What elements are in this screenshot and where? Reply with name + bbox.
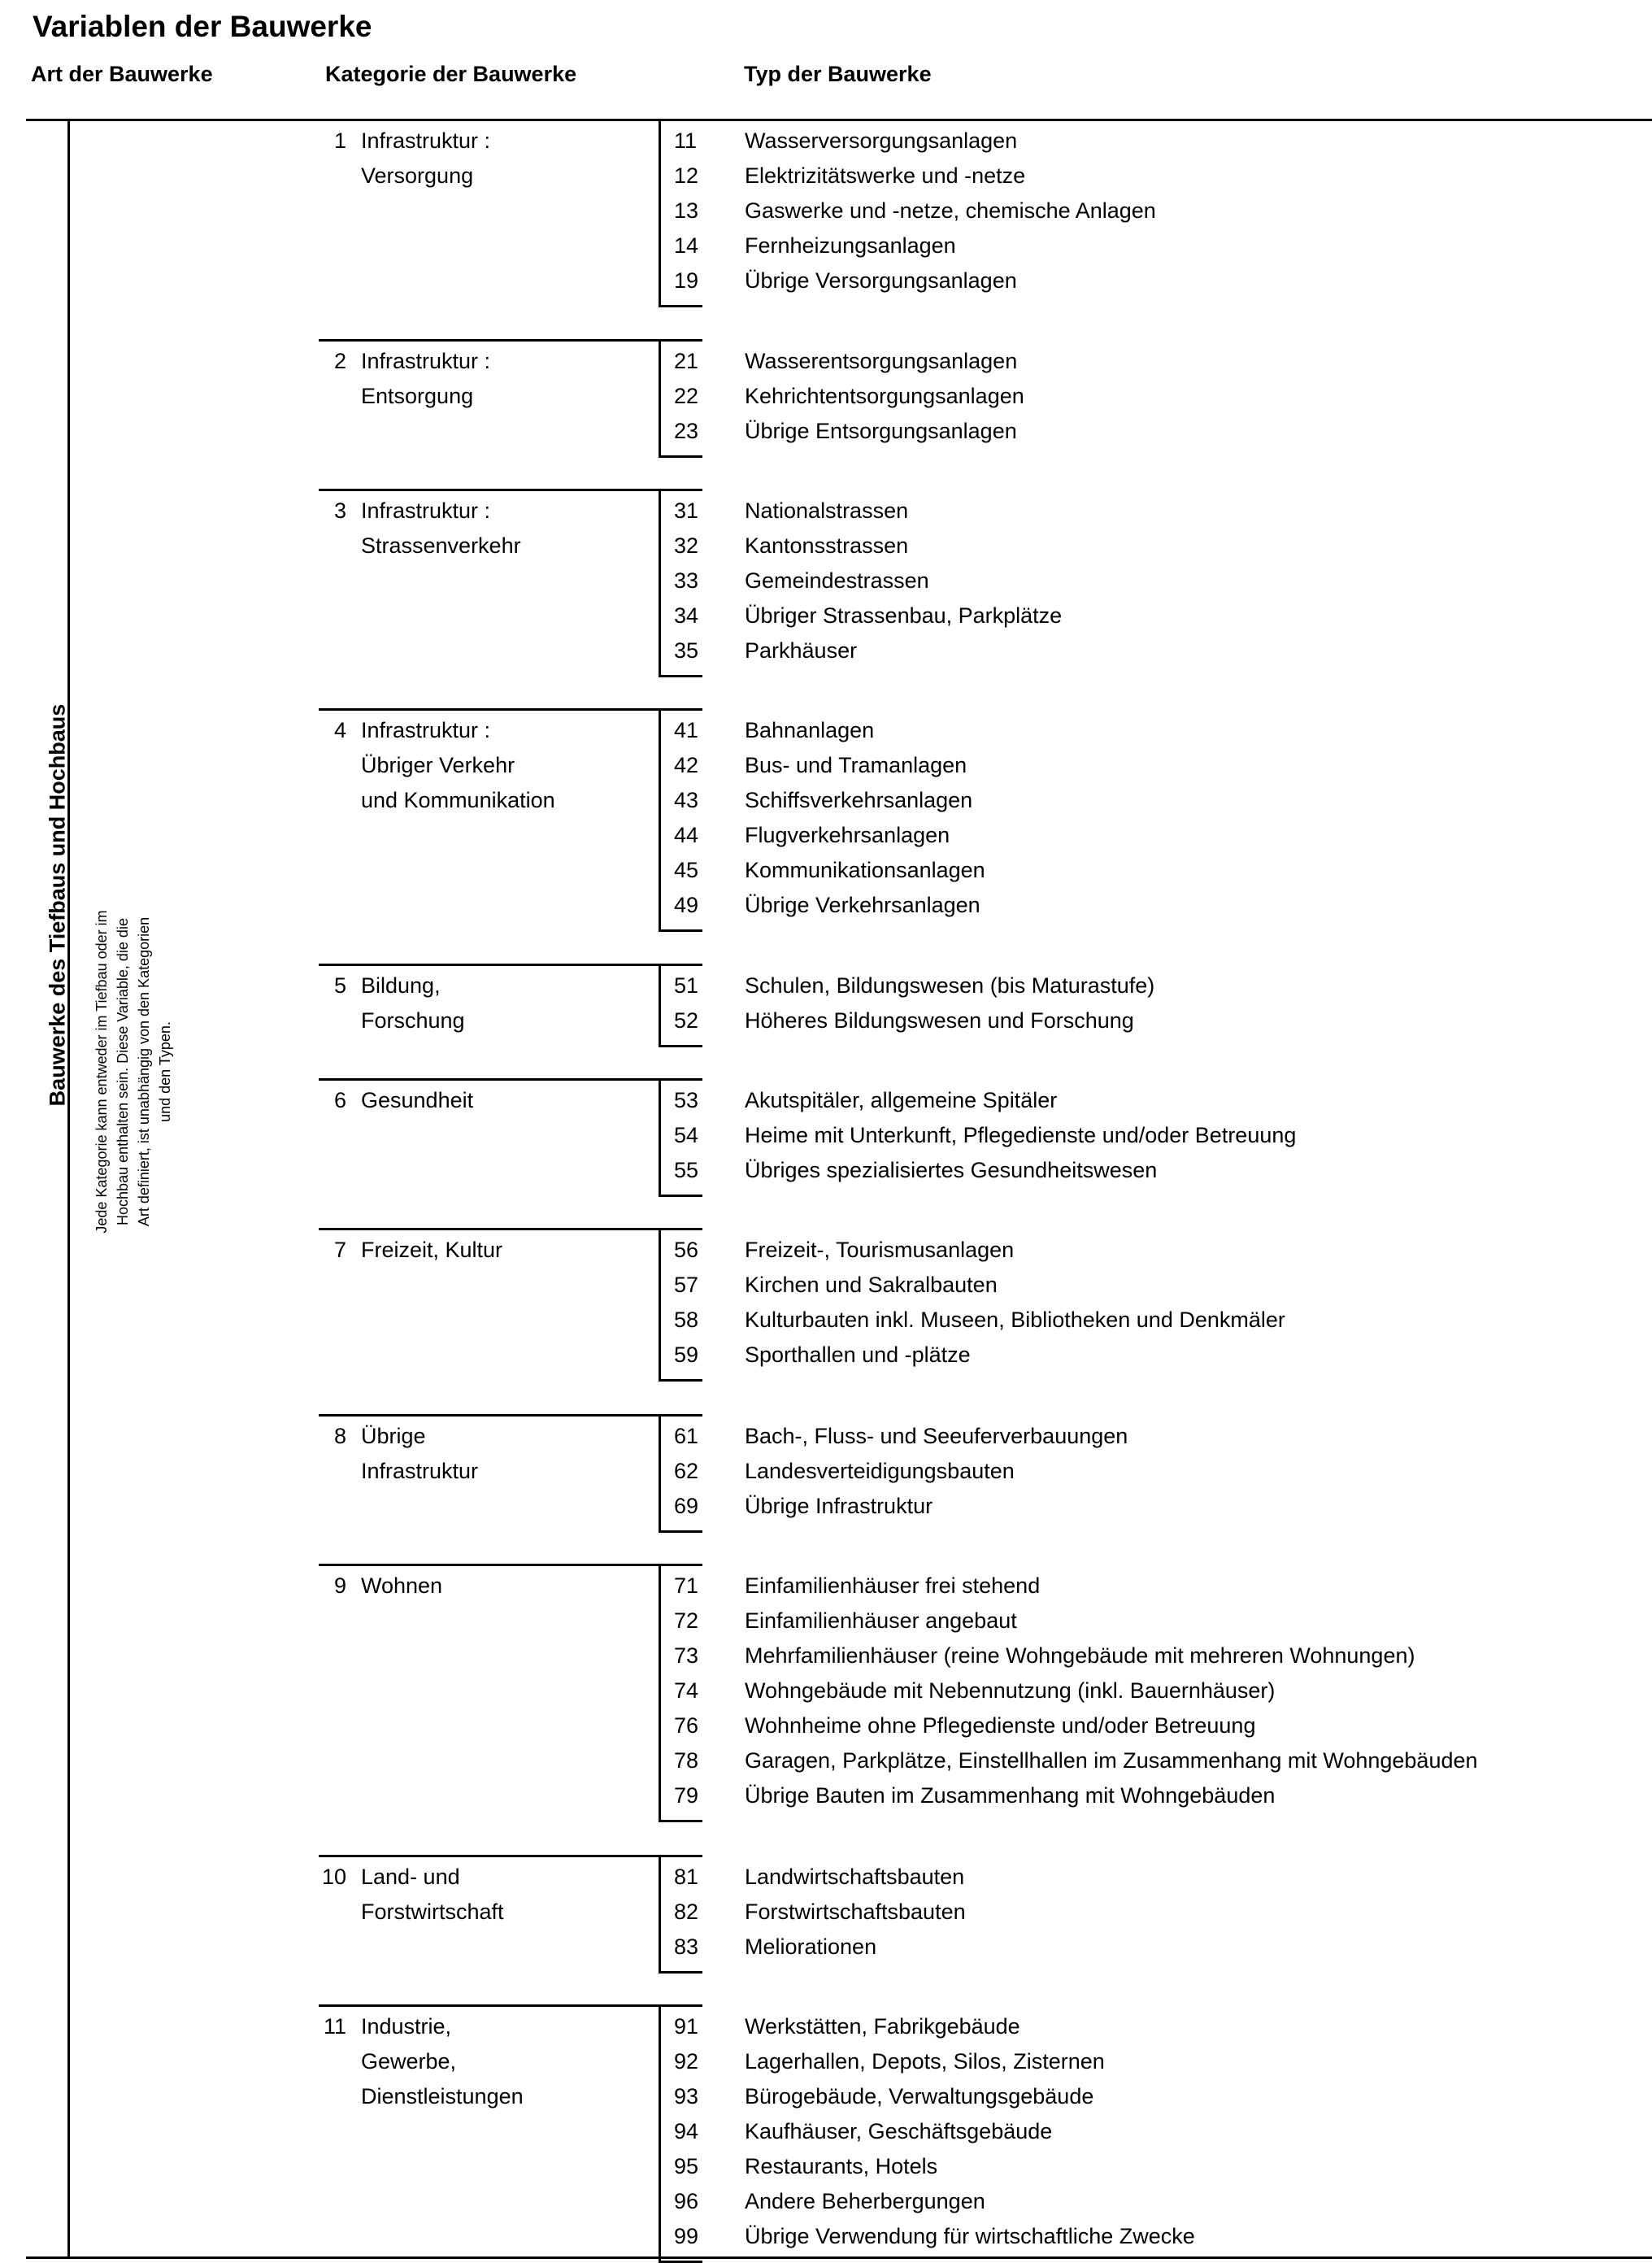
type-code: 51 [674,973,699,998]
category-rule [319,2004,702,2007]
type-code: 92 [674,2049,699,2074]
type-label: Kehrichtentsorgungsanlagen [745,384,1024,408]
category-rule [319,1078,702,1081]
type-label: Landwirtschaftsbauten [745,1865,965,1889]
type-label: Bach-, Fluss- und Seeuferverbauungen [745,1424,1128,1448]
header-rule [26,119,1652,121]
type-code: 42 [674,753,699,777]
category-rule [319,1855,702,1857]
type-label: Wasserentsorgungsanlagen [745,349,1018,373]
category-rule [319,1228,702,1230]
category-label: Wohnen [361,1573,443,1598]
type-code: 71 [674,1573,699,1598]
category-label: Dienstleistungen [361,2084,524,2109]
type-code: 32 [674,533,699,558]
page-title: Variablen der Bauwerke [33,10,372,43]
type-label: Schiffsverkehrsanlagen [745,788,973,812]
category-number: 7 [333,1238,346,1262]
type-label: Flugverkehrsanlagen [745,823,950,847]
type-label: Übrige Verwendung für wirtschaftliche Zwecke [745,2224,1195,2248]
art-note-line: und den Typen. [157,1021,173,1122]
type-code: 96 [674,2189,699,2213]
category-bracket [659,1855,661,1971]
type-code: 19 [674,268,699,293]
type-code: 57 [674,1273,699,1297]
type-code: 11 [674,128,698,153]
category-number: 4 [333,718,346,742]
type-label: Übriges spezialisiertes Gesundheitswesen [745,1158,1158,1182]
type-code: 91 [674,2014,699,2039]
category-label: Land- und [361,1865,460,1889]
type-code: 69 [674,1494,699,1518]
category-bracket-end [659,1045,702,1047]
category-number: 6 [333,1088,346,1112]
type-label: Schulen, Bildungswesen (bis Maturastufe) [745,973,1155,998]
category-label: Industrie, [361,2014,452,2039]
type-code: 41 [674,718,699,742]
type-code: 23 [674,419,699,443]
type-label: Übrige Entsorgungsanlagen [745,419,1017,443]
type-label: Freizeit-, Tourismusanlagen [745,1238,1015,1262]
category-bracket [659,1078,661,1195]
category-bracket-end [659,675,702,677]
category-bracket [659,1414,661,1530]
type-label: Einfamilienhäuser frei stehend [745,1573,1041,1598]
type-label: Meliorationen [745,1934,877,1959]
type-label: Übrige Infrastruktur [745,1494,933,1518]
type-label: Fernheizungsanlagen [745,233,956,258]
type-label: Kantonsstrassen [745,533,909,558]
type-code: 55 [674,1158,699,1182]
footer-rule [26,2256,1652,2259]
header-typ: Typ der Bauwerke [744,62,932,86]
category-label: Strassenverkehr [361,533,521,558]
category-rule [319,339,702,342]
type-code: 62 [674,1459,699,1483]
category-label: Gesundheit [361,1088,474,1112]
category-bracket [659,964,661,1045]
type-label: Restaurants, Hotels [745,2154,938,2178]
type-label: Kaufhäuser, Geschäftsgebäude [745,2119,1053,2143]
art-note-line: Art definiert, ist unabhängig von den Kategorien [136,916,152,1227]
type-code: 43 [674,788,699,812]
type-label: Gaswerke und -netze, chemische Anlagen [745,198,1156,223]
type-code: 74 [674,1678,699,1703]
type-label: Akutspitäler, allgemeine Spitäler [745,1088,1058,1112]
type-code: 73 [674,1643,699,1668]
header-art: Art der Bauwerke [31,62,213,86]
category-bracket-end [659,1971,702,1974]
category-bracket [659,489,661,675]
type-code: 12 [674,163,699,188]
category-label: Forstwirtschaft [361,1900,504,1924]
type-code: 58 [674,1308,699,1332]
category-label: Freizeit, Kultur [361,1238,503,1262]
type-label: Garagen, Parkplätze, Einstellhallen im Zusammenhang mit Wohngebäuden [745,1748,1478,1773]
type-label: Wasserversorgungsanlagen [745,128,1018,153]
category-label: Bildung, [361,973,441,998]
type-label: Kommunikationsanlagen [745,858,985,882]
category-bracket-end [659,455,702,458]
type-code: 33 [674,568,699,593]
category-rule [319,489,702,491]
type-code: 35 [674,638,699,663]
category-label: und Kommunikation [361,788,555,812]
category-rule [319,1414,702,1417]
category-bracket-end [659,1379,702,1382]
category-label: Übrige [361,1424,426,1448]
category-rule [319,708,702,711]
type-label: Höheres Bildungswesen und Forschung [745,1008,1134,1033]
type-label: Einfamilienhäuser angebaut [745,1608,1017,1633]
type-code: 45 [674,858,699,882]
category-bracket [659,2004,661,2261]
type-label: Bus- und Tramanlagen [745,753,967,777]
category-bracket-end [659,305,702,307]
type-code: 95 [674,2154,699,2178]
type-label: Landesverteidigungsbauten [745,1459,1015,1483]
type-code: 31 [674,498,699,523]
category-number: 2 [333,349,346,373]
type-code: 99 [674,2224,699,2248]
category-bracket [659,1564,661,1820]
type-label: Bürogebäude, Verwaltungsgebäude [745,2084,1094,2109]
type-label: Übriger Strassenbau, Parkplätze [745,603,1063,628]
type-code: 49 [674,893,699,917]
type-code: 54 [674,1123,699,1147]
category-rule [319,964,702,966]
type-code: 53 [674,1088,699,1112]
type-code: 76 [674,1713,699,1738]
category-label: Gewerbe, [361,2049,457,2074]
art-note-line: Hochbau enthalten sein. Diese Variable, die die [115,918,131,1225]
category-number: 3 [333,498,346,523]
type-label: Werkstätten, Fabrikgebäude [745,2014,1020,2039]
header-kategorie: Kategorie der Bauwerke [325,62,577,86]
type-code: 44 [674,823,699,847]
type-code: 14 [674,233,699,258]
category-bracket-end [659,1195,702,1197]
category-bracket [659,708,661,929]
category-number: 10 [321,1865,346,1889]
type-label: Gemeindestrassen [745,568,929,593]
type-code: 94 [674,2119,699,2143]
type-label: Andere Beherbergungen [745,2189,985,2213]
category-number: 9 [333,1573,346,1598]
category-bracket-end [659,1530,702,1533]
type-label: Kirchen und Sakralbauten [745,1273,998,1297]
category-number: 8 [333,1424,346,1448]
type-label: Forstwirtschaftsbauten [745,1900,966,1924]
category-label: Versorgung [361,163,474,188]
type-code: 61 [674,1424,699,1448]
category-label: Forschung [361,1008,465,1033]
type-code: 78 [674,1748,699,1773]
type-code: 56 [674,1238,699,1262]
type-code: 82 [674,1900,699,1924]
category-number: 11 [323,2014,346,2039]
art-note [91,910,176,1233]
type-label: Lagerhallen, Depots, Silos, Zisternen [745,2049,1105,2074]
type-label: Parkhäuser [745,638,858,663]
category-label: Übriger Verkehr [361,753,515,777]
art-label: Bauwerke des Tiefbaus und Hochbaus [45,703,70,1107]
category-bracket [659,119,661,305]
type-label: Nationalstrassen [745,498,909,523]
category-label: Entsorgung [361,384,474,408]
category-label: Infrastruktur : [361,718,491,742]
type-code: 83 [674,1934,699,1959]
art-bracket-line [67,119,70,2259]
type-code: 79 [674,1783,699,1808]
category-bracket-end [659,1820,702,1822]
type-label: Übrige Verkehrsanlagen [745,893,980,917]
type-label: Sporthallen und -plätze [745,1343,971,1367]
type-code: 21 [674,349,699,373]
type-label: Wohngebäude mit Nebennutzung (inkl. Bauernhäuser) [745,1678,1276,1703]
category-label: Infrastruktur : [361,349,491,373]
category-number: 5 [333,973,346,998]
category-bracket [659,1228,661,1379]
type-label: Übrige Versorgungsanlagen [745,268,1017,293]
type-code: 72 [674,1608,699,1633]
type-label: Wohnheime ohne Pflegedienste und/oder Betreuung [745,1713,1256,1738]
category-rule [319,1564,702,1566]
type-label: Elektrizitätswerke und -netze [745,163,1026,188]
category-number: 1 [333,128,346,153]
type-label: Kulturbauten inkl. Museen, Bibliotheken und Denkmäler [745,1308,1285,1332]
type-code: 93 [674,2084,699,2109]
type-code: 34 [674,603,699,628]
type-code: 22 [674,384,699,408]
type-code: 81 [674,1865,699,1889]
type-code: 59 [674,1343,699,1367]
category-bracket [659,339,661,455]
category-bracket-end [659,929,702,932]
type-label: Heime mit Unterkunft, Pflegedienste und/oder Betreuung [745,1123,1297,1147]
type-code: 13 [674,198,699,223]
category-label: Infrastruktur : [361,128,491,153]
type-label: Übrige Bauten im Zusammenhang mit Wohngebäuden [745,1783,1276,1808]
category-label: Infrastruktur [361,1459,479,1483]
type-label: Bahnanlagen [745,718,875,742]
type-label: Mehrfamilienhäuser (reine Wohngebäude mit mehreren Wohnungen) [745,1643,1415,1668]
category-label: Infrastruktur : [361,498,491,523]
art-note-line: Jede Kategorie kann entweder im Tiefbau oder im [93,910,110,1234]
type-code: 52 [674,1008,699,1033]
